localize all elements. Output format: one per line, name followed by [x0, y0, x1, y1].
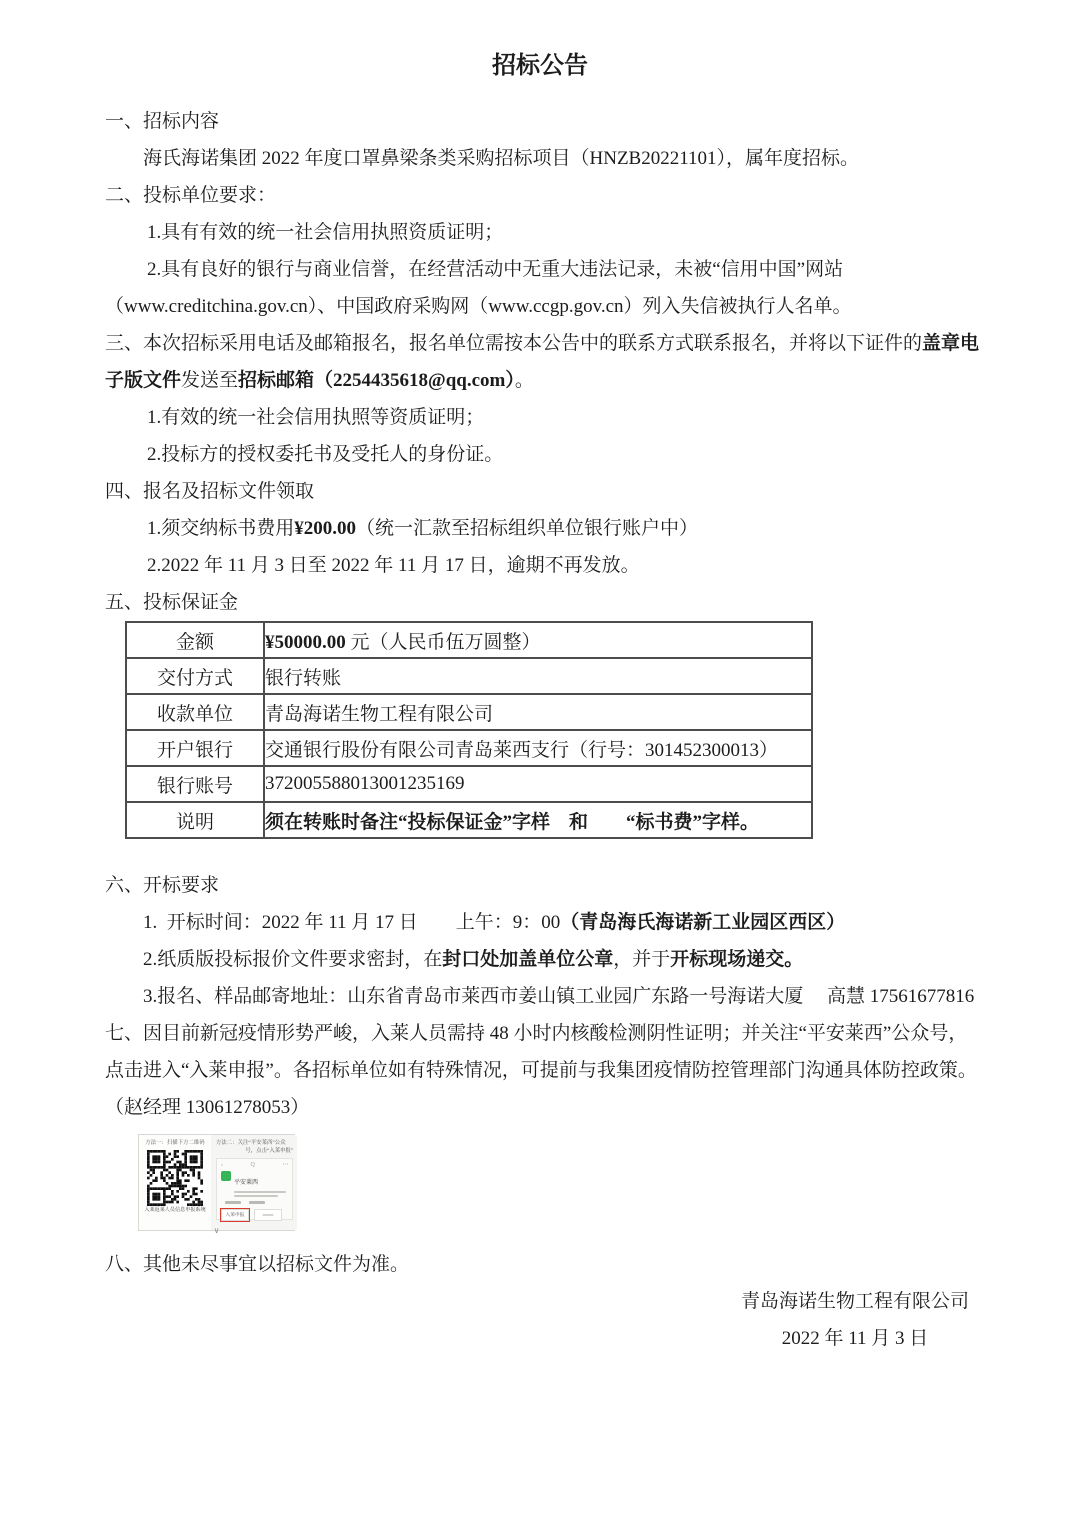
s6-item-2	[105, 941, 975, 978]
issue-date: 2022 年 11 月 3 日	[781, 1328, 929, 1349]
method1-title: 方法一：扫描下方二维码	[145, 1140, 205, 1146]
entry-report-button-label: 入莱申报	[225, 1212, 245, 1218]
method1-panel	[139, 1135, 211, 1230]
table-row-amount	[126, 622, 812, 658]
s2-item-2-line-2: （www.creditchina.gov.cn）、中国政府采购网（www.ccgp.gov.cn）列入失信被执行人名单。	[105, 296, 852, 317]
issuer-company: 青岛海诺生物工程有限公司	[740, 1291, 969, 1312]
table-row-payee	[126, 694, 812, 730]
method2-panel	[211, 1135, 297, 1230]
deposit-amount: ¥50000.00	[265, 631, 346, 653]
row-label: 金额	[126, 622, 264, 658]
qr-code-icon	[147, 1150, 203, 1206]
text-placeholder-bar	[234, 1191, 286, 1193]
more-icon: ⋯	[282, 1162, 289, 1168]
search-icon: Q	[250, 1162, 255, 1168]
screenshot-frame	[138, 1134, 295, 1231]
s3-line-2	[105, 362, 975, 399]
s6-item-3: 3.报名、样品邮寄地址：山东省青岛市莱西市姜山镇工业园广东路一号海诺大厦 高慧 17561677816	[143, 986, 975, 1007]
s2-heading: 二、投标单位要求：	[105, 185, 277, 206]
text-placeholder-bar	[234, 1195, 278, 1197]
s3-item-2: 2.投标方的授权委托书及受托人的身份证。	[147, 444, 504, 465]
table-row-account-number	[126, 766, 812, 802]
row-label: 开户银行	[126, 730, 264, 766]
row-label: 说明	[126, 802, 264, 838]
s4-item1-pre: 1.须交纳标书费用	[147, 518, 295, 539]
link-placeholder-bar	[225, 1201, 241, 1204]
s1-heading: 一、招标内容	[105, 111, 220, 132]
s3-line-1	[105, 325, 980, 362]
s3-item-1: 1.有效的统一社会信用执照等资质证明；	[147, 407, 485, 428]
s5-heading: 五、投标保证金	[105, 592, 239, 613]
wechat-account-icon	[221, 1171, 231, 1181]
table-row-note	[126, 802, 812, 838]
entry-report-screenshot	[138, 1134, 295, 1235]
row-value: 须在转账时备注“投标保证金”字样 和 “标书费”字样。	[264, 802, 812, 838]
button-placeholder-bar	[262, 1214, 273, 1216]
row-label: 收款单位	[126, 694, 264, 730]
s3-line2-email: （2254435618@qq.com）	[314, 370, 515, 391]
s6-item1-pre: 1. 开标时间：2022 年 11 月 17 日 上午：9：00	[143, 912, 561, 933]
s3-line2-normal-1: 发送至	[181, 370, 239, 391]
row-value: 372005588013001235169	[264, 766, 812, 802]
wechat-search-bar	[221, 1162, 288, 1168]
s2-item-1: 1.具有有效的统一社会信用执照资质证明；	[147, 222, 504, 243]
secondary-button	[254, 1209, 282, 1221]
row-label: 交付方式	[126, 658, 264, 694]
wechat-link-row	[221, 1201, 288, 1204]
table-row-payment-method	[126, 658, 812, 694]
row-label: 银行账号	[126, 766, 264, 802]
s4-item-1	[105, 510, 975, 547]
s3-line1-text: 三、本次招标采用电话及邮箱报名，报名单位需按本公告中的联系方式联系报名，并将以下证件的	[105, 333, 923, 354]
s6-item2-bold-1: 封口处加盖单位公章	[442, 949, 614, 970]
s7-line-1: 七、因目前新冠疫情形势严峻，入莱人员需持 48 小时内核酸检测阴性证明；并关注“平安莱西”公众号，	[105, 1023, 968, 1044]
deposit-amount-words: 元（人民币伍万圆整）	[345, 631, 541, 653]
signature-block	[105, 1283, 975, 1357]
wechat-account-name: 平安莱西	[234, 1180, 259, 1186]
s8-heading: 八、其他未尽事宜以招标文件为准。	[105, 1254, 410, 1275]
s6-item2-pre: 2.纸质版投标报价文件要求密封，在	[143, 949, 443, 970]
entry-report-button	[221, 1209, 249, 1221]
s6-item1-venue: （青岛海氏海诺新工业园区西区）	[560, 912, 846, 933]
s4-item1-post: （统一汇款至招标组织单位银行账户中）	[356, 518, 699, 539]
wechat-account-row	[221, 1171, 288, 1197]
s1-body-line: 海氏海诺集团 2022 年度口罩鼻梁条类采购招标项目（HNZB20221101），属年度招标。	[143, 148, 860, 169]
collapse-chevron-icon: ∨	[213, 1226, 220, 1235]
s6-item2-mid: ，并于	[613, 949, 671, 970]
method2-title-line1: 方法二：关注“平安莱西”公众	[216, 1140, 286, 1146]
page-title: 招标公告	[492, 53, 588, 79]
s4-item-2: 2.2022 年 11 月 3 日至 2022 年 11 月 17 日，逾期不再发放。	[147, 555, 640, 576]
wechat-mini-screenshot	[216, 1158, 293, 1220]
s7-line-2: 点击进入“入莱申报”。各招标单位如有特殊情况，可提前与我集团疫情防控管理部门沟通具体防控政策。	[105, 1060, 977, 1081]
wechat-button-row	[221, 1209, 288, 1221]
s6-item2-bold-2: 开标现场递交。	[670, 949, 804, 970]
row-value: 银行转账	[264, 658, 812, 694]
qr-code	[147, 1150, 203, 1206]
s3-line2-bold-2: 招标邮箱	[238, 370, 315, 391]
s3-line2-bold-1: 子版文件	[105, 370, 182, 391]
back-icon: ‹	[221, 1162, 224, 1168]
s6-heading: 六、开标要求	[105, 875, 220, 896]
s6-item-1	[105, 904, 975, 941]
s4-item1-fee: ¥200.00	[294, 518, 357, 539]
link-placeholder-bar	[249, 1201, 265, 1204]
s7-contact-line: （赵经理 13061278053）	[105, 1097, 310, 1118]
s3-line2-period: 。	[514, 370, 534, 391]
s3-line1-bold-text: 盖章电	[922, 333, 980, 354]
row-value: 青岛海诺生物工程有限公司	[264, 694, 812, 730]
method1-caption: 入莱返莱人员信息申报系统	[144, 1207, 206, 1213]
s2-item-2-line-1: 2.具有良好的银行与商业信誉，在经营活动中无重大违法记录，未被“信用中国”网站	[147, 259, 844, 280]
method2-title-line2: 号，点击“入莱申报”	[245, 1148, 294, 1154]
row-value: 交通银行股份有限公司青岛莱西支行（行号：301452300013）	[264, 730, 812, 766]
row-value	[264, 622, 812, 658]
bid-deposit-table	[125, 621, 813, 839]
table-row-bank	[126, 730, 812, 766]
s4-heading: 四、报名及招标文件领取	[105, 481, 315, 502]
